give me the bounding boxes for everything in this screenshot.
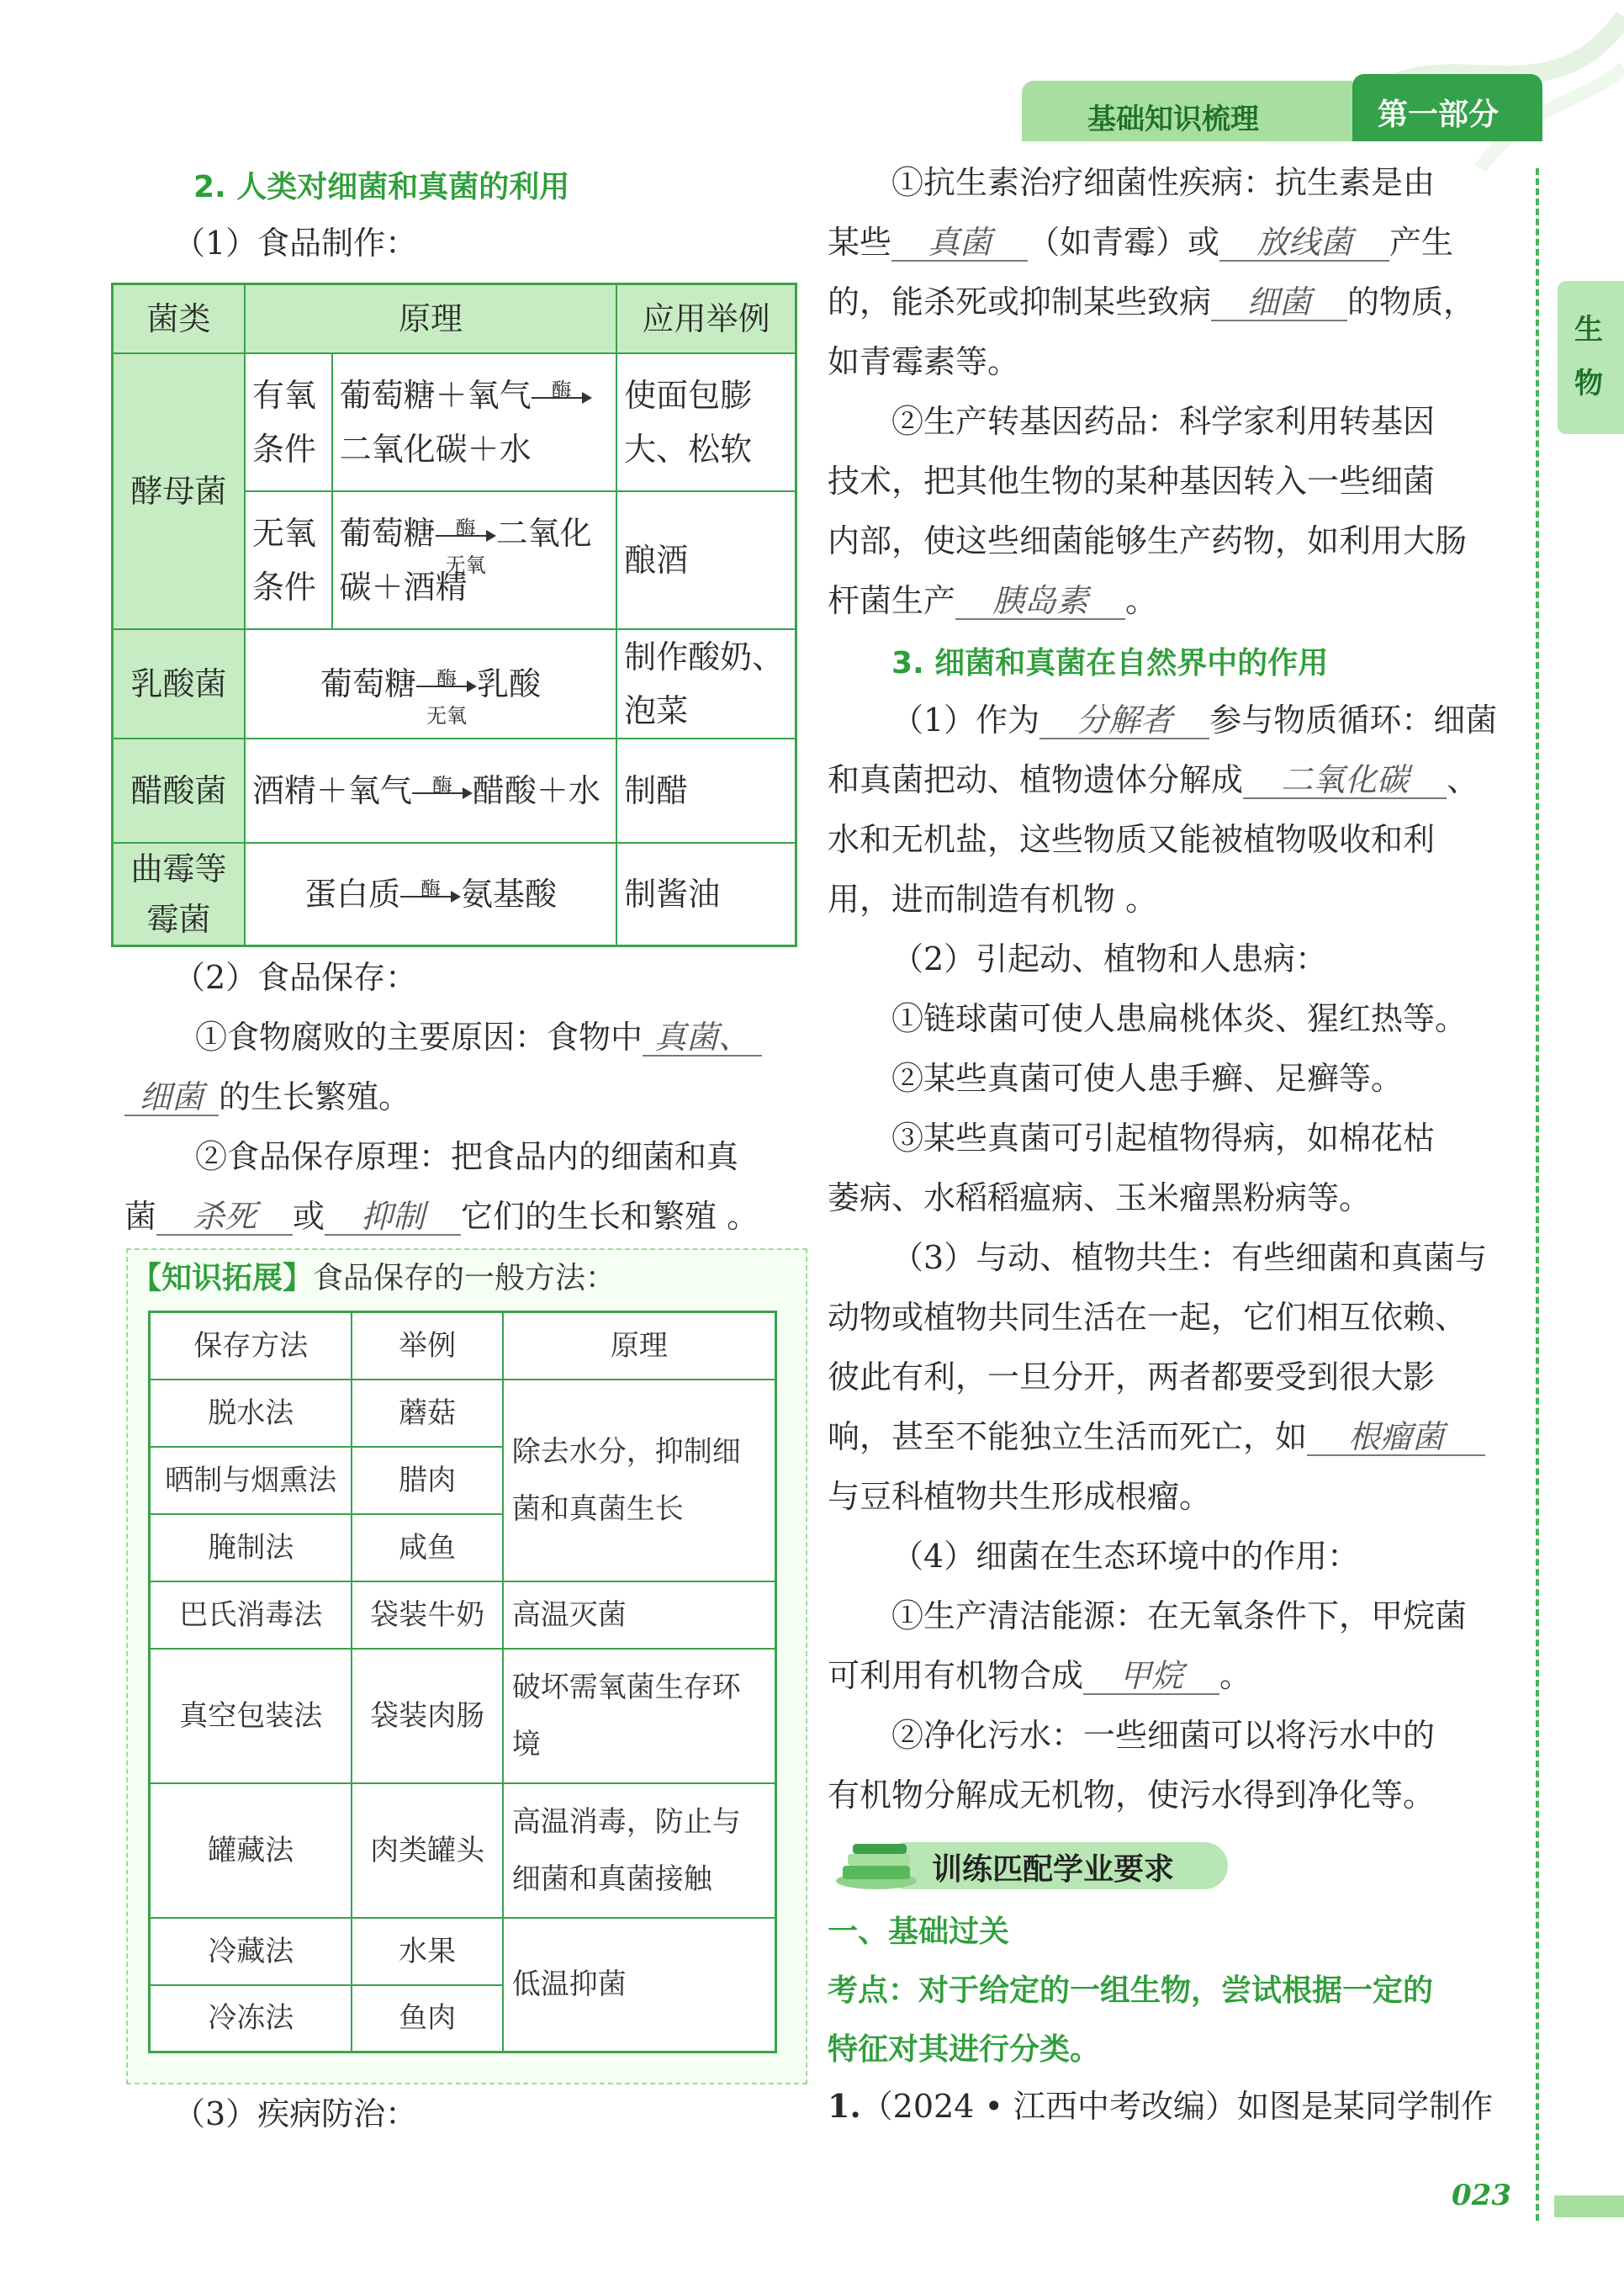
- answer-blank: 细菌: [124, 1081, 219, 1116]
- fermentation-table: [111, 283, 797, 947]
- table-header-cell: 原理: [245, 284, 616, 353]
- spoil-line-2: 细菌 的生长繁殖。: [124, 1067, 410, 1127]
- preserve-line-1: ②食品保存原理：把食品内的细菌和真: [195, 1138, 739, 1175]
- illness-line-4: 萎病、水稻稻瘟病、玉米瘤黑粉病等。: [828, 1179, 1372, 1216]
- reaction-arrow: 酶 无氧: [416, 674, 477, 699]
- example-cell: 鱼肉: [352, 1985, 502, 2052]
- acetic-label: 醋酸菌: [113, 739, 245, 843]
- training-badge: 训练匹配学业要求: [833, 1834, 1235, 1894]
- lactic-formula: 葡萄糖 酶 无氧 乳酸: [245, 629, 616, 739]
- answer-blank: 根瘤菌: [1307, 1421, 1485, 1456]
- reaction-arrow: 酶: [400, 884, 461, 909]
- energy-line-1: ①生产清洁能源：在无氧条件下，甲烷菌: [891, 1597, 1468, 1634]
- example-cell: 蘑菇: [352, 1380, 502, 1447]
- answer-blank: 杀死: [156, 1200, 293, 1236]
- gene-line-3: 内部，使这些细菌能够生产药物，如利用大肠: [828, 522, 1468, 559]
- cycle-line-3: 水和无机盐，这些物质又能被植物吸收和利: [828, 821, 1436, 858]
- method-cell: 罐藏法: [150, 1783, 352, 1918]
- acetic-use: 制醋: [616, 739, 796, 843]
- answer-blank: 二氧化碳: [1243, 764, 1447, 799]
- preservation-methods-table: [148, 1311, 777, 2053]
- example-cell: 袋装肉肠: [352, 1649, 502, 1783]
- antibiotic-line-3: 的，能杀死或抑制某些致病 细菌 的物质，: [828, 283, 1476, 320]
- part-header-label: 第一部分: [1352, 74, 1542, 141]
- example-cell: 咸鱼: [352, 1514, 502, 1581]
- gene-line-2: 技术，把其他生物的某种基因转入一些细菌: [828, 463, 1436, 500]
- symbiosis-line-5: 与豆科植物共生形成根瘤。: [828, 1478, 1212, 1515]
- margin-dashed-line: [1536, 168, 1539, 2221]
- knowledge-point-line-2: 特征对其进行分类。: [828, 2032, 1101, 2067]
- antibiotic-line-1: ①抗生素治疗细菌性疾病：抗生素是由: [891, 164, 1436, 201]
- aerobic-use: 使面包膨大、松软: [616, 353, 796, 491]
- gene-line-4: 杆菌生产 胰岛素 。: [828, 582, 1158, 619]
- principle-cell: 高温灭菌: [503, 1581, 776, 1649]
- mold-label: 曲霉等霉菌: [113, 843, 245, 946]
- answer-blank: 分解者: [1039, 704, 1209, 739]
- answer-blank: 细菌: [1211, 286, 1347, 321]
- antibiotic-line-4: 如青霉素等。: [828, 343, 1020, 380]
- method-cell: 巴氏消毒法: [150, 1581, 352, 1649]
- reaction-arrow: 酶 无氧: [436, 523, 496, 548]
- table-header-cell: 原理: [503, 1312, 776, 1380]
- method-cell: 脱水法: [150, 1380, 352, 1447]
- answer-blank: 真菌: [891, 226, 1028, 262]
- symbiosis-line-3: 彼此有利，一旦分开，两者都要受到很大影: [828, 1358, 1436, 1396]
- acetic-formula: 酒精＋氧气 酶 醋酸＋水: [245, 739, 616, 843]
- clean-line-2: 有机物分解成无机物，使污水得到净化等。: [828, 1777, 1436, 1814]
- principle-cell: 低温抑菌: [503, 1918, 776, 2052]
- preserve-line-2: 菌 杀死 或 抑制 它们的生长和繁殖 。: [124, 1198, 759, 1235]
- principle-cell: 除去水分，抑制细菌和真菌生长: [503, 1380, 776, 1581]
- section-header-label: 基础知识梳理: [1022, 81, 1352, 141]
- method-cell: 晒制与烟熏法: [150, 1447, 352, 1514]
- energy-line-2: 可利用有机物合成 甲烷 。: [828, 1657, 1252, 1694]
- table-header-cell: 菌类: [113, 284, 245, 353]
- table-header-cell: 保存方法: [150, 1312, 352, 1380]
- food-making-title: （1）食品制作：: [173, 225, 418, 262]
- answer-blank: 抑制: [325, 1200, 461, 1236]
- answer-blank: 放线菌: [1219, 226, 1389, 262]
- heading-nature-role: 3. 细菌和真菌在自然界中的作用: [891, 646, 1329, 681]
- mold-formula: 蛋白质 酶 氨基酸: [245, 843, 616, 946]
- yeast-label: 酵母菌: [113, 353, 245, 629]
- symbiosis-line-2: 动物或植物共同生活在一起，它们相互依赖、: [828, 1299, 1468, 1336]
- table-header-cell: 举例: [352, 1312, 502, 1380]
- anaerobic-use: 酿酒: [616, 491, 796, 629]
- cycle-line-4: 用，进而制造有机物 。: [828, 881, 1158, 918]
- mold-use: 制酱油: [616, 843, 796, 946]
- anaerobic-label: 无氧条件: [245, 491, 332, 629]
- table-header-cell: 应用举例: [616, 284, 796, 353]
- illness-title: （2）引起动、植物和人患病：: [891, 940, 1328, 977]
- spoil-line-1: ①食物腐败的主要原因：食物中 真菌、: [195, 1008, 762, 1067]
- aerobic-label: 有氧条件: [245, 353, 332, 491]
- lactic-label: 乳酸菌: [113, 629, 245, 739]
- clean-line-1: ②净化污水：一些细菌可以将污水中的: [891, 1717, 1436, 1754]
- method-cell: 腌制法: [150, 1514, 352, 1581]
- method-cell: 真空包装法: [150, 1649, 352, 1783]
- example-cell: 腊肉: [352, 1447, 502, 1514]
- illness-line-3: ③某些真菌可引起植物得病，如棉花枯: [891, 1120, 1436, 1157]
- example-cell: 水果: [352, 1918, 502, 1985]
- heading-utilization: 2. 人类对细菌和真菌的利用: [193, 170, 570, 204]
- anaerobic-formula: 葡萄糖 酶 无氧 二氧化 碳＋酒精: [332, 491, 617, 629]
- reaction-arrow: 酶: [412, 781, 473, 806]
- principle-cell: 破坏需氧菌生存环境: [503, 1649, 776, 1783]
- answer-blank: 甲烷: [1083, 1660, 1219, 1695]
- symbiosis-line-1: （3）与动、植物共生：有些细菌和真菌与: [891, 1239, 1488, 1276]
- book-stack-icon: [833, 1837, 925, 1891]
- example-cell: 肉类罐头: [352, 1783, 502, 1918]
- env-title: （4）细菌在生态环境中的作用：: [891, 1538, 1360, 1575]
- knowledge-point-line-1: 考点：对于给定的一组生物，尝试根据一定的: [828, 1973, 1434, 2008]
- question-1: 1.（2024 • 江西中考改编）如图是某同学制作: [828, 2087, 1493, 2125]
- illness-line-2: ②某些真菌可使人患手癣、足癣等。: [891, 1060, 1404, 1097]
- extension-heading: 【知识拓展】食品保存的一般方法：: [131, 1261, 616, 1295]
- cycle-line-1: （1）作为 分解者 参与物质循环：细菌: [891, 702, 1498, 739]
- illness-line-1: ①链球菌可使人患扁桃体炎、猩红热等。: [891, 1000, 1468, 1037]
- answer-blank: 真菌、: [643, 1021, 762, 1057]
- answer-blank: 胰岛素: [955, 585, 1125, 620]
- reaction-arrow: 酶: [532, 385, 592, 410]
- cycle-line-2: 和真菌把动、植物遗体分解成 二氧化碳 、: [828, 761, 1479, 798]
- antibiotic-line-2: 某些 真菌 （如青霉）或 放线菌 产生: [828, 224, 1454, 261]
- section-basic: 一、基础过关: [828, 1915, 1010, 1949]
- example-cell: 袋装牛奶: [352, 1581, 502, 1649]
- disease-title: （3）疾病防治：: [173, 2095, 418, 2132]
- page-strip: [1554, 2195, 1624, 2217]
- method-cell: 冷冻法: [150, 1985, 352, 2052]
- aerobic-formula: 葡萄糖＋氧气 酶 二氧化碳＋水: [332, 353, 617, 491]
- subject-side-tab: 生物: [1558, 281, 1624, 434]
- page-number: 023: [1452, 2179, 1511, 2212]
- lactic-use: 制作酸奶、泡菜: [616, 629, 796, 739]
- gene-line-1: ②生产转基因药品：科学家利用转基因: [891, 403, 1436, 440]
- method-cell: 冷藏法: [150, 1918, 352, 1985]
- symbiosis-line-4: 响，甚至不能独立生活而死亡，如 根瘤菌: [828, 1407, 1485, 1467]
- food-preservation-title: （2）食品保存：: [173, 959, 418, 996]
- principle-cell: 高温消毒，防止与细菌和真菌接触: [503, 1783, 776, 1918]
